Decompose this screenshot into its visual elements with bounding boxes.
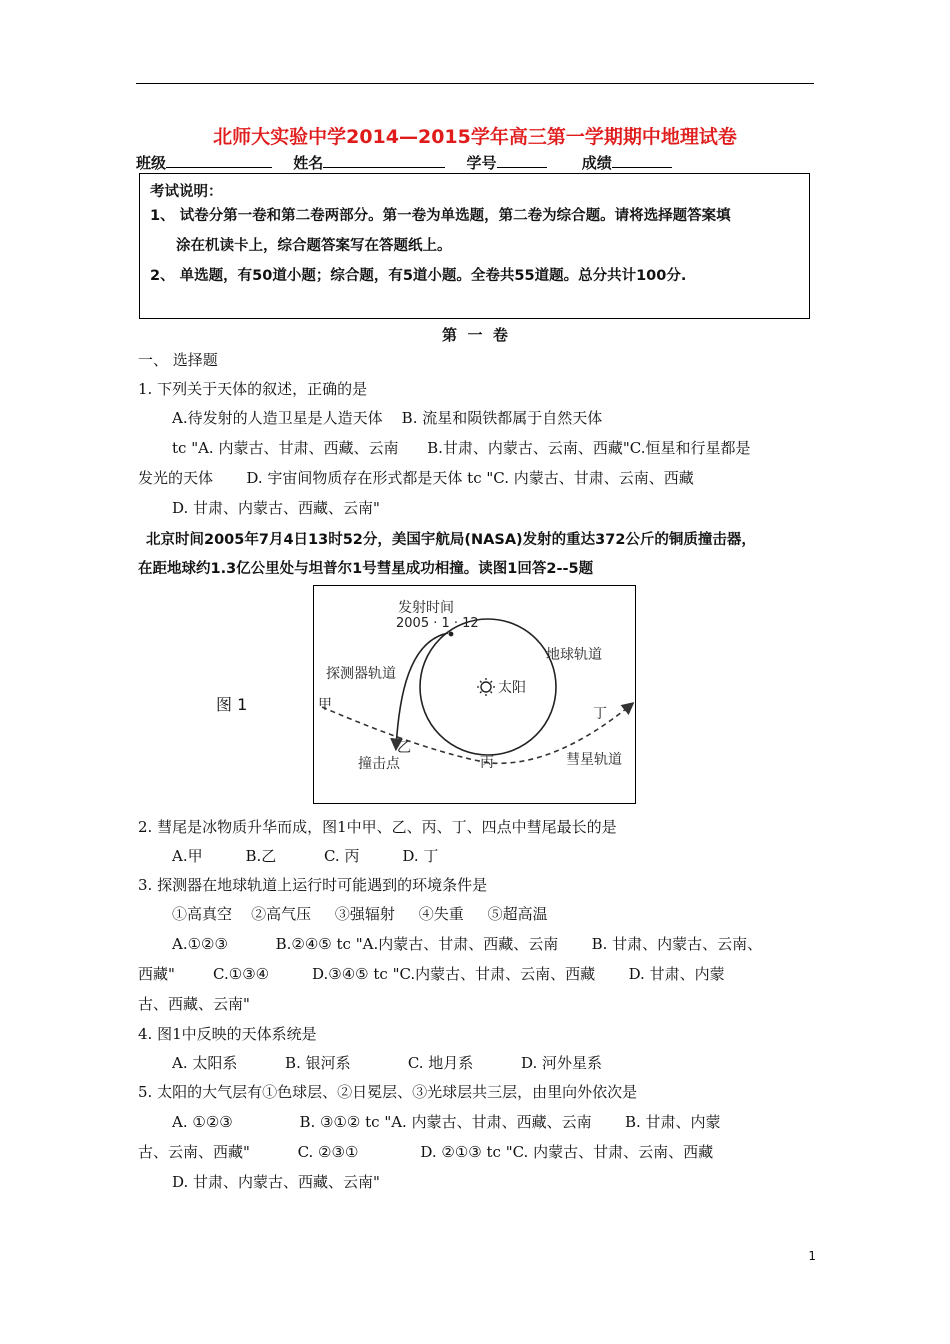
launch-date: 2005 · 1 · 12	[396, 616, 479, 631]
q2-options: A.甲 B.乙 C. 丙 D. 丁	[172, 847, 439, 865]
notice-line-2: 2、 单选题，有50道小题；综合题，有5道小题。全卷共55道题。总分共计100分.	[150, 268, 687, 284]
q1-stem: 1. 下列关于天体的叙述，正确的是	[138, 380, 368, 398]
section-title: 第 一 卷	[442, 326, 508, 344]
q4-stem: 4. 图1中反映的天体系统是	[138, 1025, 317, 1043]
q2-stem: 2. 彗尾是冰物质升华而成，图1中甲、乙、丙、丁、四点中彗尾最长的是	[138, 818, 617, 836]
q1-line-4: D. 甘肃、内蒙古、西藏、云南"	[172, 499, 380, 517]
q3-line-2: 西藏" C.①③④ D.③④⑤ tc "C.内蒙古、甘肃、云南、西藏 D. 甘肃、内蒙	[138, 965, 725, 983]
notice-heading: 考试说明：	[150, 184, 223, 200]
point-jia: 甲	[318, 697, 332, 713]
earth-orbit-label: 地球轨道	[546, 647, 602, 663]
q4-options: A. 太阳系 B. 银河系 C. 地月系 D. 河外星系	[172, 1054, 603, 1072]
class-field[interactable]	[166, 153, 272, 168]
q3-line-1: A.①②③ B.②④⑤ tc "A.内蒙古、甘肃、西藏、云南 B. 甘肃、内蒙古、云南、	[172, 935, 763, 953]
sun-label: 太阳	[498, 680, 526, 696]
score-label: 成绩	[581, 154, 612, 172]
earth-orbit-circle	[420, 619, 556, 755]
q3-items: ①高真空 ②高气压 ③强辐射 ④失重 ⑤超高温	[172, 905, 548, 923]
launch-point-marker	[449, 632, 454, 637]
q3-stem: 3. 探测器在地球轨道上运行时可能遇到的环境条件是	[138, 876, 488, 894]
figure-1	[313, 585, 636, 804]
comet-orbit-label: 彗星轨道	[566, 752, 622, 768]
q1-line-2: tc "A. 内蒙古、甘肃、西藏、云南 B.甘肃、内蒙古、云南、西藏"C.恒星和行星都是	[172, 439, 751, 457]
passage-line-2: 在距地球约1.3亿公里处与坦普尔1号彗星成功相撞。读图1回答2--5题	[138, 561, 594, 577]
q1-line-1: A.待发射的人造卫星是人造天体 B. 流星和陨铁都属于自然天体	[172, 409, 603, 427]
score-field[interactable]	[612, 153, 672, 168]
id-label: 学号	[466, 154, 497, 172]
q5-line-2: 古、云南、西藏" C. ②③① D. ②①③ tc "C. 内蒙古、甘肃、云南、西藏	[138, 1143, 714, 1161]
sun-icon	[477, 678, 495, 696]
part-title: 一、 选择题	[138, 351, 218, 369]
notice-line-1: 1、 试卷分第一卷和第二卷两部分。第一卷为单选题，第二卷为综合题。请将选择题答案填	[150, 208, 731, 224]
impact-point-label: 撞击点	[358, 756, 400, 772]
launch-time-label: 发射时间	[398, 600, 454, 616]
q5-line-1: A. ①②③ B. ③①② tc "A. 内蒙古、甘肃、西藏、云南 B. 甘肃、内蒙	[172, 1113, 721, 1131]
name-field[interactable]	[323, 153, 445, 168]
figure-label: 图 1	[216, 695, 248, 714]
exam-title: 北师大实验中学2014—2015学年高三第一学期期中地理试卷	[213, 126, 737, 148]
exam-notice-box	[139, 173, 810, 319]
orbit-diagram	[314, 586, 634, 802]
name-label: 姓名	[293, 154, 324, 172]
probe-orbit-path	[396, 633, 448, 748]
point-ding: 丁	[593, 706, 607, 722]
passage-line-1: 北京时间2005年7月4日13时52分，美国宇航局(NASA)发射的重达372公斤的铜质撞击器，	[146, 532, 756, 548]
page-number: 1	[808, 1249, 816, 1263]
notice-line-1b: 涂在机读卡上，综合题答案写在答题纸上。	[176, 238, 452, 254]
q1-line-3: 发光的天体 D. 宇宙间物质存在形式都是天体 tc "C. 内蒙古、甘肃、云南、西藏	[138, 469, 694, 487]
header-rule	[136, 83, 814, 84]
student-info-row	[136, 152, 688, 173]
q5-stem: 5. 太阳的大气层有①色球层、②日冕层、③光球层共三层，由里向外依次是	[138, 1083, 638, 1101]
q3-line-3: 古、西藏、云南"	[138, 995, 250, 1013]
point-yi: 乙	[397, 740, 411, 756]
probe-orbit-label: 探测器轨道	[326, 666, 396, 682]
class-label: 班级	[136, 154, 167, 172]
id-field[interactable]	[497, 153, 547, 168]
point-bing: 丙	[480, 755, 494, 771]
q5-line-3: D. 甘肃、内蒙古、西藏、云南"	[172, 1173, 380, 1191]
